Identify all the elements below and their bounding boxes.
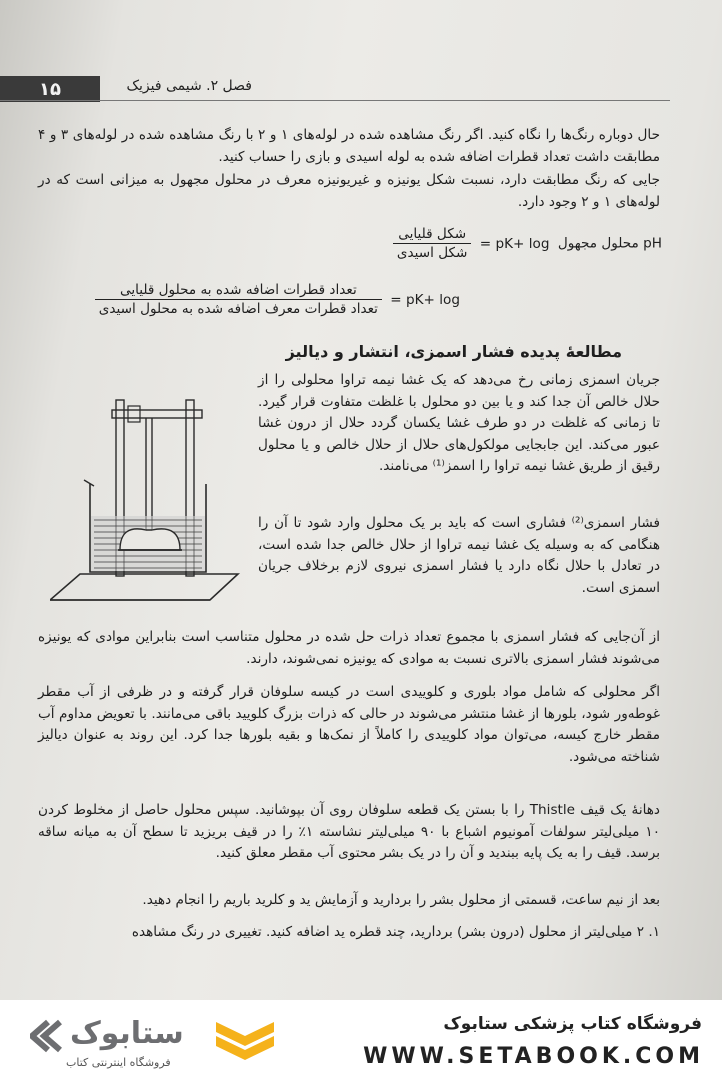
formula-2 <box>95 282 464 317</box>
paragraph-2: جایی که رنگ مطابقت دارد، نسبت شکل یونیزه و غیریونیزه معرف در محلول مجهول به میزانی است که در لوله‌های ۱ و ۲ وجود دارد. <box>38 172 660 210</box>
store-name: فروشگاه کتاب پزشکی ستابوک <box>443 1014 702 1034</box>
osmosis-apparatus-illustration <box>50 392 240 610</box>
paragraph-1: حال دوباره رنگ‌ها را نگاه کنید. اگر رنگ مشاهده شده در لوله‌های ۱ و ۲ با رنگ مشاهده شده در لوله‌های ۳ و ۴ مطابقت داشت تعداد قطرات اضافه شده به لوله اسیدی و بازی را حساب کنید. <box>38 127 660 165</box>
formula-1 <box>393 226 662 261</box>
formula-1-middle: = pK+ log <box>479 235 550 252</box>
paragraph-3: جریان اسمزی زمانی رخ می‌دهد که یک غشا نیمه تراوا محلولی را از حلال خالص آن جدا کند و یا بین دو محلول با غلظت متفاوت قرار گیرد. تا زمانی که غلظت در دو طرف غشا یکسان گردد حلال از درون غشا عبور می‌کند. این جابجایی مولکول‌های حلال از حلال خالص و یا محلول رقیق از طریق غشا نیمه تراوا را اسمز⁽¹⁾ می‌نامند. <box>258 372 660 474</box>
formula-2-fraction <box>95 282 382 317</box>
store-url-link[interactable]: WWW.SETABOOK.COM <box>363 1044 704 1069</box>
chapter-title: فصل ۲. شیمی فیزیک <box>126 78 252 94</box>
paragraph-8: بعد از نیم ساعت، قسمتی از محلول بشر را بردارید و آزمایش ید و کلرید باریم را انجام دهید. <box>142 892 660 908</box>
formula-2-lhs: = pK+ log <box>390 291 460 308</box>
setabook-logo[interactable] <box>30 1012 290 1068</box>
paragraph-6: اگر محلولی که شامل مواد بلوری و کلوییدی است در کیسه سلوفان قرار گرفته و در ظرفی از آب مقطر غوطه‌ور شود، بلورها از غشا منتشر می‌شوند در حالی که ذرات بزرگ کلویید باقی می‌مانند. با تعویض مداوم آب مقطر خارج کیسه، می‌توان مواد کلوییدی را کاملاً از نمک‌ها و بقیه بلورها جدا کرد. این روند به عنوان دیالیز شناخته می‌شود. <box>38 684 660 765</box>
formula-1-numerator: شکل قلیایی <box>393 226 472 244</box>
logo-wordmark: ستابوک <box>70 1016 184 1051</box>
formula-2-denominator: تعداد قطرات معرف اضافه شده به محلول اسیدی <box>98 301 378 317</box>
formula-1-denominator: شکل اسیدی <box>396 245 468 261</box>
paragraph-7: دهانهٔ یک قیف Thistle را با بستن یک قطعه سلوفان روی آن بپوشانید. سپس محلول حاصل از مخلوط کردن ۱۰ میلی‌لیتر سولفات آمونیوم اشباع با ۹۰ میلی‌لیتر نشاسته ۱٪ را در قیف بریزید تا سطح آن به میانه ساقه برسد. قیف را به یک پایه ببندید و آن را در یک بشر محتوی آب مقطر معلق کنید. <box>38 802 660 861</box>
paragraph-4: فشار اسمزی⁽²⁾ فشاری است که باید بر یک محلول وارد شود تا آن را هنگامی که به وسیله یک غشا نیمه تراوا از حلال خالص جدا شده است، در تعادل با حلال نگاه دارد یا فشار اسمزی نیروی لازم برخلاف جریان اسمزی است. <box>258 515 660 596</box>
formula-1-lhs: pH محلول مجهول <box>557 235 662 252</box>
paragraph-9: ۱. ۲ میلی‌لیتر از محلول (درون بشر) بردارید، چند قطره ید اضافه کنید. تغییری در رنگ مشاهده <box>131 924 660 940</box>
paragraph-5: از آن‌جایی که فشار اسمزی با مجموع تعداد ذرات حل شده در محلول متناسب است بنابراین موادی که یونیزه می‌شوند فشار اسمزی بالاتری نسبت به موادی که یونیزه نمی‌شوند، دارند. <box>38 629 660 667</box>
store-footer-banner <box>0 1000 722 1080</box>
formula-1-fraction <box>393 226 472 261</box>
header-rule <box>0 100 670 101</box>
page-number: ۱۵ <box>0 76 100 102</box>
section-heading: مطالعهٔ پدیده فشار اسمزی، انتشار و دیالیز <box>285 342 622 361</box>
setabook-arrow-icon <box>30 1018 66 1054</box>
formula-2-numerator: تعداد قطرات اضافه شده به محلول قلیایی <box>95 282 382 300</box>
logo-subtitle: فروشگاه اینترنتی کتاب <box>66 1056 171 1069</box>
setabook-chevron-icon <box>210 1012 280 1068</box>
